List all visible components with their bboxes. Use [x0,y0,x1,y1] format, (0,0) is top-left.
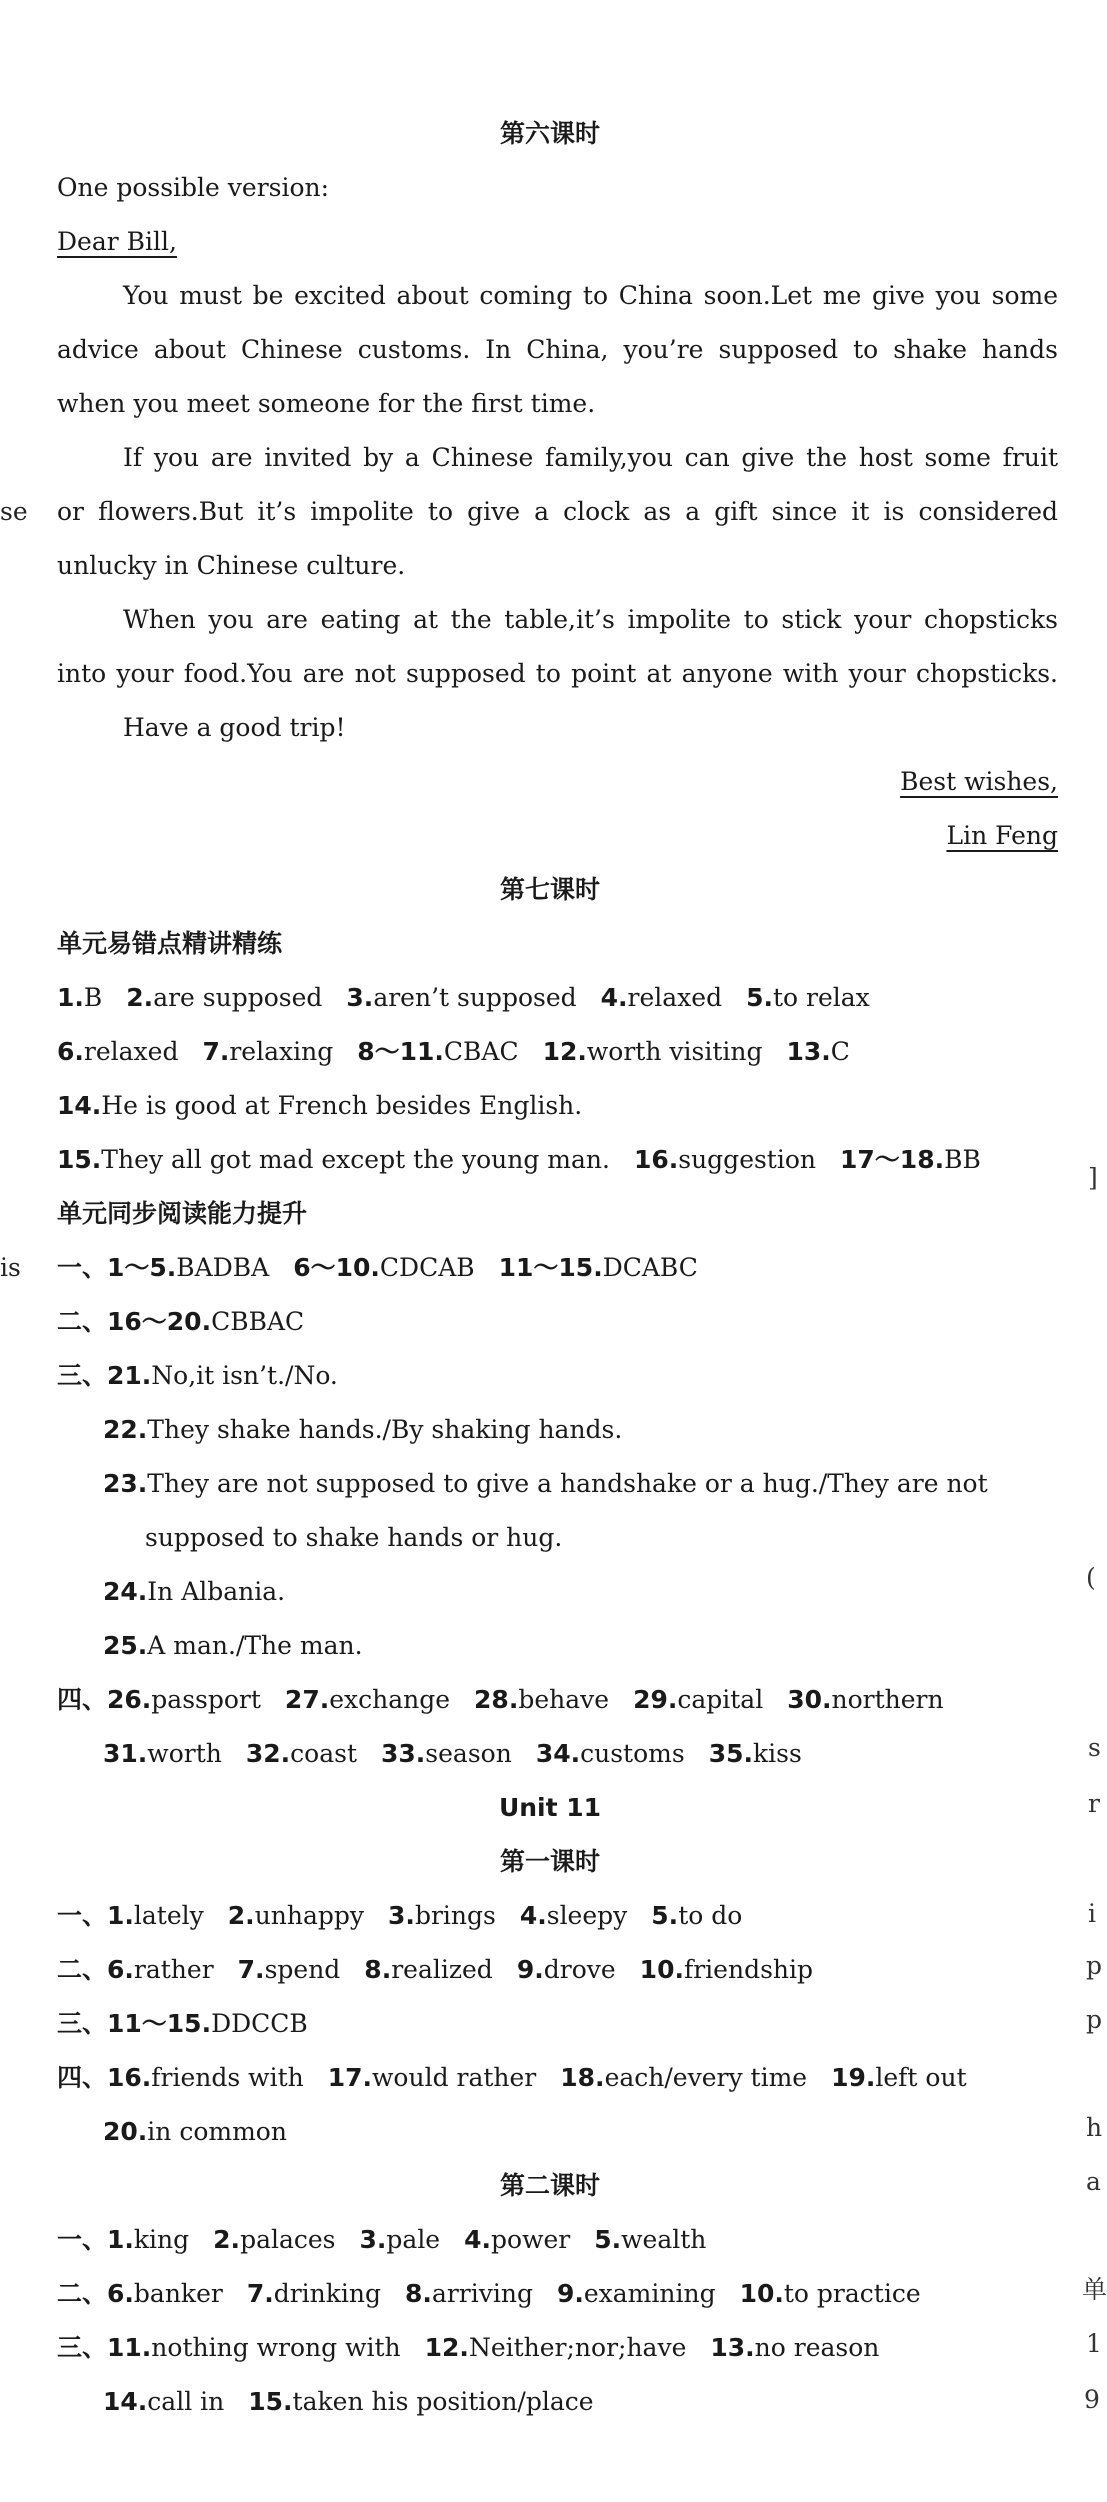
answer-item [557,2279,716,2308]
answer-item [103,1739,222,1768]
answer-item [357,1037,518,1066]
question-number: 22. [103,1415,148,1444]
question-number: 17～18. [840,1145,945,1174]
answer-item [57,2225,189,2254]
letter-line: When you are eating at the table,it’s impolite to stick your chopsticks [123,605,1058,634]
answer-text: DCABC [602,1253,698,1282]
right-margin-fragment: 9 [1084,2385,1100,2414]
answer-item [709,1739,802,1768]
answer-text: customs [580,1739,685,1768]
answer-text: passport [151,1685,261,1714]
answer-text: arriving [431,2279,533,2308]
question-number: 一、1. [57,1901,134,1930]
answer-item [57,1091,582,1120]
answer-item [126,983,322,1012]
question-number: 14. [103,2387,148,2416]
answer-text: In Albania. [147,1577,286,1606]
question-number: 7. [237,1955,265,1984]
answer-text: to practice [783,2279,921,2308]
question-number: 2. [227,1901,255,1930]
right-margin-fragment: p [1086,2005,1103,2034]
answer-text: are supposed [153,983,323,1012]
answer-text: worth visiting [586,1037,763,1066]
answer-text: taken his position/place [292,2387,594,2416]
answer-row [57,2222,730,2258]
answer-item [103,2387,224,2416]
answer-item [247,2279,381,2308]
answer-row [57,1304,328,1340]
answer-item [746,983,870,1012]
answer-text: They are not supposed to give a handshake or a hug./They are not [147,1469,988,1498]
answer-text: rather [133,1955,214,1984]
question-number: 3. [359,2225,387,2254]
question-number: 14. [57,1091,102,1120]
answer-item [740,2279,921,2308]
section-title: 单元同步阅读能力提升 [57,1199,308,1228]
lesson6-salutation: Dear Bill, [57,227,177,256]
right-margin-fragment: s [1088,1733,1101,1762]
question-number: 4. [464,2225,492,2254]
answer-text: lately [133,1901,204,1930]
question-number: 30. [787,1685,832,1714]
question-number: 17. [327,2063,373,2092]
answer-item [601,983,722,1012]
answer-item [228,1901,364,1930]
answer-item [57,1955,214,1984]
answer-item [57,983,102,1012]
answer-text: power [491,2225,571,2254]
answer-row [103,1628,387,1664]
answer-text: BADBA [176,1253,270,1282]
right-margin-fragment: 单 [1082,2275,1107,2304]
answer-text: brings [414,1901,496,1930]
answer-text: in common [147,2117,287,2146]
answer-item [560,2063,807,2092]
question-number: 11～15. [498,1253,603,1282]
answer-item [381,1739,512,1768]
question-number: 二、16～20. [57,1307,212,1336]
question-number: 23. [103,1469,148,1498]
answer-text: palaces [240,2225,336,2254]
answer-item [787,1685,943,1714]
question-number: 29. [633,1685,678,1714]
left-margin-fragment: is [0,1253,21,1282]
answer-text: to relax [772,983,870,1012]
answer-item [57,1361,338,1390]
answer-text: coast [290,1739,357,1768]
answer-item [520,1901,627,1930]
answer-item [328,2063,537,2092]
answer-item [103,1631,363,1660]
question-number: 9. [516,1955,544,1984]
section-title: 单元易错点精讲精练 [57,929,283,958]
answer-item [202,1037,333,1066]
answer-item [57,1307,304,1336]
question-number: 5. [651,1901,679,1930]
answer-row [103,1574,309,1610]
question-number: 三、11～15. [57,2009,212,2038]
lesson6-heading: 第六课时 [499,119,600,148]
question-number: 3. [346,983,374,1012]
answer-text: northern [831,1685,944,1714]
right-margin-fragment: h [1086,2113,1103,2142]
answer-text: CDCAB [379,1253,475,1282]
lesson7-heading: 第七课时 [499,875,600,904]
answer-item [57,2063,304,2092]
answer-text: A man./The man. [147,1631,363,1660]
question-number: 31. [103,1739,148,1768]
question-number: 二、6. [57,2279,134,2308]
answer-text: worth [147,1739,222,1768]
answer-item [57,2279,223,2308]
answer-item [238,1955,341,1984]
question-number: 1. [57,983,84,1012]
answer-row [57,1088,606,1124]
question-number: 3. [388,1901,415,1930]
right-margin-fragment: i [1088,1899,1096,1928]
question-number: 2. [126,983,154,1012]
answer-row [57,2330,903,2366]
answer-text: realized [391,1955,493,1984]
answer-row [57,2060,991,2096]
answer-row [103,2384,618,2420]
question-number: 16. [633,1145,679,1174]
question-number: 7. [202,1037,230,1066]
unit-title: Unit 11 [498,1793,602,1822]
question-number: 24. [103,1577,148,1606]
right-margin-fragment: 1 [1086,2329,1102,2358]
question-number: 35. [708,1739,753,1768]
answer-item [710,2333,879,2362]
answer-item [285,1685,450,1714]
answer-item [103,1415,622,1444]
answer-text: friendship [683,1955,813,1984]
answer-text: DDCCB [211,2009,308,2038]
right-margin-fragment: p [1086,1951,1103,1980]
answer-text: king [133,2225,190,2254]
question-number: 32. [245,1739,291,1768]
answer-item [831,2063,967,2092]
answer-row [57,1034,874,1070]
answer-text: call in [147,2387,225,2416]
question-number: 8～11. [357,1037,444,1066]
answer-text: C [830,1037,850,1066]
answer-text: each/every time [604,2063,808,2092]
question-number: 5. [746,983,773,1012]
answer-item [57,1037,178,1066]
question-number: 33. [381,1739,426,1768]
answer-text: Neither;nor;have [468,2333,687,2362]
answer-row [57,1682,968,1718]
answer-text: BB [944,1145,981,1174]
answer-row [103,2114,311,2150]
answer-text: sleepy [546,1901,628,1930]
right-margin-fragment: ] [1088,1163,1098,1192]
answer-item [246,1739,357,1768]
answer-item [536,1739,685,1768]
answer-item [474,1685,609,1714]
answer-item [360,2225,441,2254]
question-number: 4. [600,983,628,1012]
answer-row [57,1142,1005,1178]
answer-text: unhappy [254,1901,365,1930]
answer-item [213,2225,335,2254]
answer-item [517,1955,616,1984]
answer-text: spend [264,1955,341,1984]
letter-line: into your food.You are not supposed to point at anyone with your chopsticks. [57,659,1058,688]
question-number: 三、21. [57,1361,152,1390]
letter-line: advice about Chinese customs. In China, you’re supposed to shake hands [57,335,1058,364]
answer-item [634,1145,816,1174]
answer-item [633,1685,763,1714]
answer-row [57,1358,362,1394]
answer-text: capital [677,1685,764,1714]
question-number: 6～10. [293,1253,380,1282]
question-number: 6. [57,1037,84,1066]
answer-item [786,1037,849,1066]
lesson1-heading: 第一课时 [499,1847,600,1876]
answer-text: pale [386,2225,441,2254]
answer-text: nothing wrong with [151,2333,401,2362]
answer-item [57,1253,269,1282]
answer-text: kiss [752,1739,802,1768]
answer-row [57,2276,945,2312]
lesson2-heading: 第二课时 [499,2171,600,2200]
letter-signature: Lin Feng [946,821,1058,850]
question-number: 13. [710,2333,755,2362]
answer-item [103,1577,285,1606]
answer-text: drove [543,1955,616,1984]
question-number: 12. [424,2333,469,2362]
answer-item [248,2387,593,2416]
answer-item [103,2117,287,2146]
right-margin-fragment: r [1088,1789,1100,1818]
answer-item [640,1955,813,1984]
answer-text: season [425,1739,512,1768]
answer-text: would rather [372,2063,537,2092]
answer-continuation: supposed to shake hands or hug. [145,1523,563,1552]
question-number: 15. [57,1145,102,1174]
letter-line: Have a good trip! [123,713,346,742]
answer-text: exchange [329,1685,451,1714]
question-number: 4. [519,1901,547,1930]
question-number: 一、1. [57,2225,134,2254]
question-number: 19. [831,2063,876,2092]
answer-text: relaxed [83,1037,179,1066]
answer-item [840,1145,981,1174]
answer-item [103,1469,988,1498]
answer-row [57,2006,332,2042]
question-number: 10. [639,1955,684,1984]
answer-item [346,983,576,1012]
answer-text: relaxing [229,1037,334,1066]
question-number: 二、6. [57,1955,134,1984]
answer-text: They shake hands./By shaking hands. [147,1415,623,1444]
answer-text: wealth [621,2225,707,2254]
answer-text: He is good at French besides English. [101,1091,583,1120]
answer-text: No,it isn’t./No. [151,1361,338,1390]
answer-text: friends with [151,2063,304,2092]
right-margin-fragment: ( [1086,1563,1096,1592]
answer-row [57,1898,766,1934]
answer-text: suggestion [678,1145,817,1174]
answer-item [651,1901,742,1930]
question-number: 8. [405,2279,432,2308]
letter-line: or flowers.But it’s impolite to give a clock as a gift since it is considered [57,497,1058,526]
question-number: 三、11. [57,2333,152,2362]
left-margin-fragment: se [0,497,28,526]
right-margin-fragment: a [1086,2167,1101,2196]
answer-text: to do [678,1901,743,1930]
question-number: 13. [786,1037,831,1066]
question-number: 8. [364,1955,392,1984]
answer-item [464,2225,570,2254]
answer-item [364,1955,493,1984]
answer-text: examining [583,2279,716,2308]
answer-item [57,2009,308,2038]
answer-row [103,1736,826,1772]
answer-text: drinking [273,2279,382,2308]
answer-item [405,2279,533,2308]
answer-item [57,1145,610,1174]
letter-line: If you are invited by a Chinese family,you can give the host some fruit [123,443,1058,472]
question-number: 7. [246,2279,274,2308]
question-number: 15. [248,2387,293,2416]
letter-closing: Best wishes, [900,767,1058,796]
answer-item [425,2333,687,2362]
answer-text: aren’t supposed [373,983,577,1012]
answer-text: B [83,983,103,1012]
lesson6-intro: One possible version: [57,173,330,202]
answer-item [57,1685,261,1714]
answer-text: left out [875,2063,967,2092]
answer-text: behave [518,1685,610,1714]
letter-line: when you meet someone for the first time. [57,389,596,418]
answer-row [57,1952,837,1988]
answer-row [103,1466,1012,1502]
answer-row [103,1412,646,1448]
answer-row [57,980,894,1016]
answer-text: They all got mad except the young man. [101,1145,610,1174]
answer-text: banker [133,2279,223,2308]
question-number: 25. [103,1631,148,1660]
question-number: 20. [103,2117,148,2146]
question-number: 9. [556,2279,584,2308]
question-number: 5. [594,2225,622,2254]
answer-text: no reason [754,2333,880,2362]
question-number: 四、26. [57,1685,152,1714]
answer-item [57,1901,204,1930]
answer-item [543,1037,763,1066]
answer-row [57,1250,722,1286]
answer-text: relaxed [627,983,723,1012]
question-number: 10. [739,2279,784,2308]
letter-line: You must be excited about coming to China soon.Let me give you some [123,281,1058,310]
letter-line: unlucky in Chinese culture. [57,551,406,580]
question-number: 27. [284,1685,330,1714]
answer-item [499,1253,698,1282]
question-number: 一、1～5. [57,1253,177,1282]
question-number: 四、16. [57,2063,152,2092]
answer-item [388,1901,496,1930]
question-number: 34. [535,1739,581,1768]
answer-item [293,1253,474,1282]
answer-item [594,2225,706,2254]
question-number: 28. [474,1685,519,1714]
question-number: 2. [213,2225,241,2254]
answer-item [57,2333,401,2362]
question-number: 18. [560,2063,605,2092]
question-number: 12. [542,1037,587,1066]
answer-text: CBBAC [211,1307,305,1336]
answer-text: CBAC [443,1037,519,1066]
